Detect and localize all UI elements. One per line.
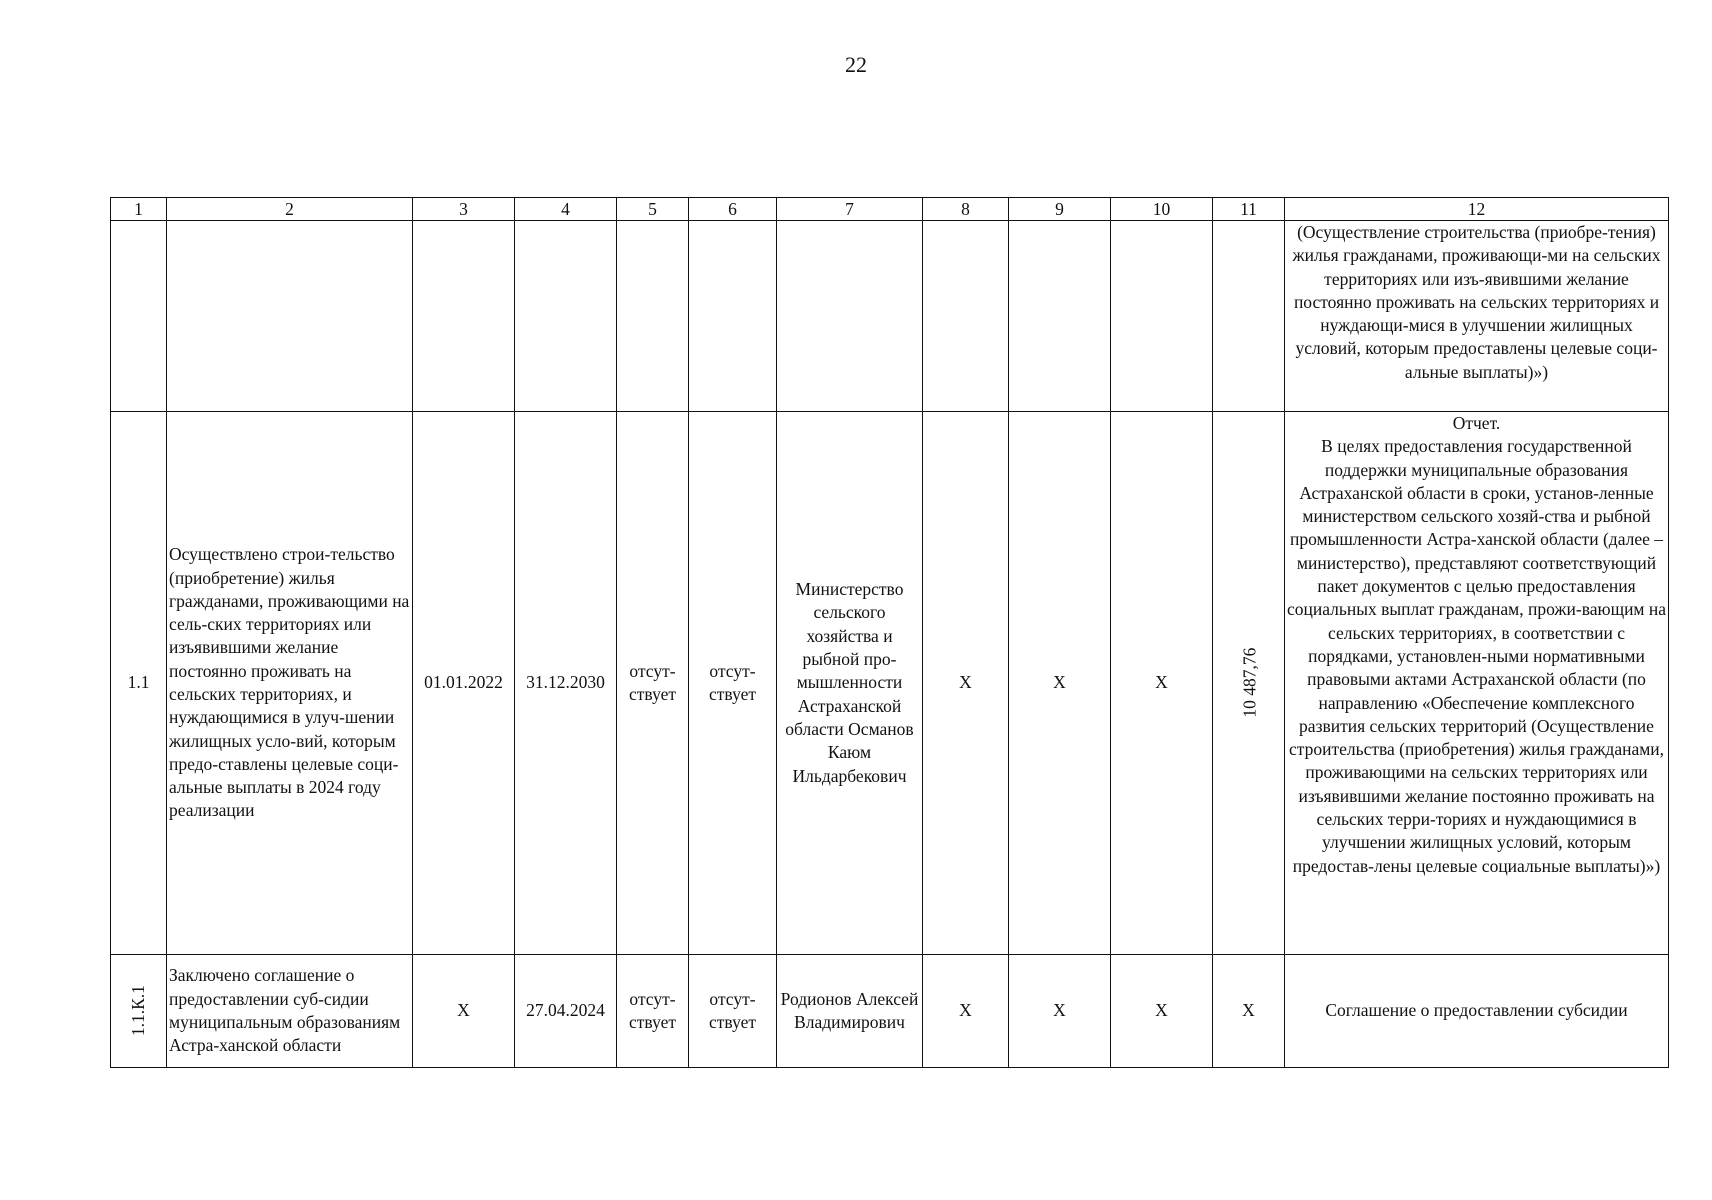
report-table — [110, 197, 1669, 1068]
header-cell: 2 — [167, 198, 413, 221]
header-cell: 11 — [1213, 198, 1285, 221]
table-row-1-1-k1 — [111, 955, 1669, 1068]
report-title: Отчет. — [1452, 413, 1501, 433]
cell-end-date: 31.12.2030 — [515, 412, 617, 955]
header-cell: 8 — [923, 198, 1009, 221]
cell-result-description: Соглашение о предоставлении субсидии — [1285, 955, 1669, 1068]
header-cell: 3 — [413, 198, 515, 221]
header-cell: 6 — [689, 198, 777, 221]
cell-col-5: отсут-ствует — [617, 955, 689, 1068]
cell-empty — [923, 221, 1009, 412]
cell-start-date: 01.01.2022 — [413, 412, 515, 955]
cell-col-8: X — [923, 412, 1009, 955]
page-number: 22 — [845, 52, 867, 77]
header-cell: 5 — [617, 198, 689, 221]
cell-empty — [617, 221, 689, 412]
row-number-vertical-text: 1.1.К.1 — [127, 985, 148, 1037]
cell-empty — [1009, 221, 1111, 412]
header-cell: 10 — [1111, 198, 1213, 221]
cell-col-9: X — [1009, 955, 1111, 1068]
cell-responsible: Родионов Алексей Владимирович — [777, 955, 923, 1068]
cell-col-9: X — [1009, 412, 1111, 955]
cell-empty — [1213, 221, 1285, 412]
header-cell: 12 — [1285, 198, 1669, 221]
header-cell: 7 — [777, 198, 923, 221]
cell-amount — [1213, 412, 1285, 955]
cell-result-description: (Осуществление строительства (приобре-тения) жилья гражданами, проживающи-ми на сельских территориях или изъ-явившими желание постоянно проживать на сельских территориях и нуждающи-мися в улучшении жилищных условий, которым предоставлены целевые соци-альные выплаты)») — [1285, 221, 1669, 412]
cell-empty — [515, 221, 617, 412]
cell-col-8: X — [923, 955, 1009, 1068]
cell-col-10: X — [1111, 412, 1213, 955]
cell-empty — [777, 221, 923, 412]
header-cell: 4 — [515, 198, 617, 221]
table-row-continuation — [111, 221, 1669, 412]
table-row-1-1 — [111, 412, 1669, 955]
cell-event-name: Осуществлено строи-тельство (приобретение) жилья гражданами, проживающими на сель-ских территориях или изъявившими желание постоянно проживать на сельских территориях, и нуждающимися в улуч-шении жилищных усло-вий, которым предо-ставлены целевые соци-альные выплаты в 2024 году реализации — [167, 412, 413, 955]
cell-col-6: отсут-ствует — [689, 412, 777, 955]
header-cell: 9 — [1009, 198, 1111, 221]
amount-vertical-text: 10 487,76 — [1239, 647, 1260, 718]
cell-empty — [689, 221, 777, 412]
cell-event-name: Заключено соглашение о предоставлении суб-сидии муниципальным образованиям Астра-ханской области — [167, 955, 413, 1068]
cell-result-description — [1285, 412, 1669, 955]
cell-col-5: отсут-ствует — [617, 412, 689, 955]
header-cell: 1 — [111, 198, 167, 221]
cell-row-number — [111, 955, 167, 1068]
cell-col-6: отсут-ствует — [689, 955, 777, 1068]
cell-end-date: 27.04.2024 — [515, 955, 617, 1068]
cell-col-10: X — [1111, 955, 1213, 1068]
cell-empty — [1111, 221, 1213, 412]
cell-empty — [413, 221, 515, 412]
cell-empty — [111, 221, 167, 412]
header-row — [111, 198, 1669, 221]
cell-amount: X — [1213, 955, 1285, 1068]
cell-empty — [167, 221, 413, 412]
cell-start-date: X — [413, 955, 515, 1068]
cell-responsible: Министерство сельского хозяйства и рыбной про-мышленности Астраханской области Османов Каюм Ильдарбекович — [777, 412, 923, 955]
report-text: В целях предоставления государственной поддержки муниципальные образования Астраханской области в сроки, установ-ленные министерством сельского хозяй-ства и рыбной промышленности Астра-ханской области (далее – министерство), представляют соответствующий пакет документов с целью предоставления социальных выплат гражданам, прожи-вающим на сельских территориях, в соответствии с порядками, установлен-ными нормативными правовыми актами Астраханской области (по направлению «Обеспечение комплексного развития сельских территорий (Осуществление строительства (приобретения) жилья гражданами, проживающими на сельских территориях или изъявившими желание постоянно проживать на сельских терри-ториях и нуждающимися в улучшении жилищных условий, которым предостав-лены целевые социальные выплаты)») — [1287, 436, 1667, 876]
cell-row-number: 1.1 — [111, 412, 167, 955]
